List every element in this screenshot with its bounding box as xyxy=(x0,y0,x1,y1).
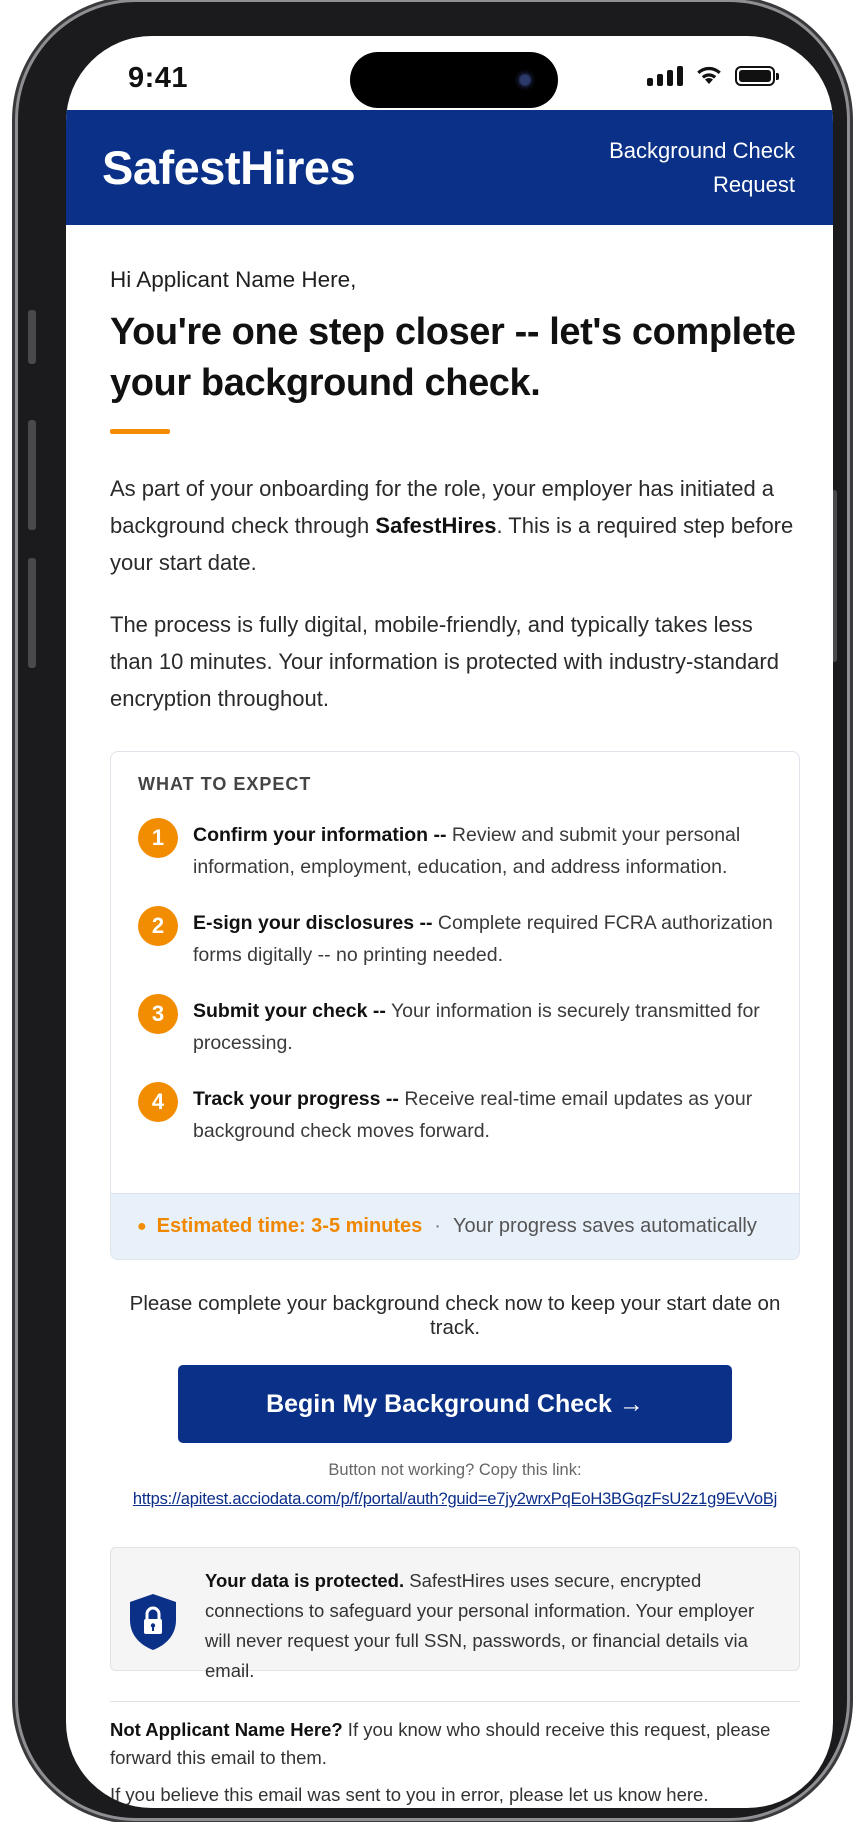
step-text: E-sign your disclosures -- Complete required FCRA authorization forms digitally -- no printing needed. xyxy=(193,912,773,966)
step-number-badge: 4 xyxy=(138,1082,178,1122)
volume-up-button xyxy=(28,420,36,530)
bullet-icon: ● xyxy=(137,1217,147,1235)
fallback-label: Button not working? Copy this link: xyxy=(328,1461,582,1479)
step-item xyxy=(138,1083,773,1147)
nudge-text: Please complete your background check now to keep your start date on track. xyxy=(129,1292,781,1339)
volume-down-button xyxy=(28,558,36,668)
separator: · xyxy=(434,1215,441,1237)
status-bar xyxy=(66,36,833,110)
step-text: Track your progress -- Receive real-time email updates as your background check moves forward. xyxy=(193,1088,753,1142)
accent-divider xyxy=(110,429,170,434)
email-body xyxy=(110,225,800,1806)
begin-background-check-button[interactable]: Begin My Background Check → xyxy=(178,1365,732,1443)
step-number-badge: 3 xyxy=(138,994,178,1034)
header-subtitle: Background Check Request xyxy=(609,137,795,197)
camera-icon xyxy=(514,69,536,91)
expect-title: WHAT TO EXPECT xyxy=(138,774,312,794)
step-number-badge: 2 xyxy=(138,906,178,946)
dynamic-island xyxy=(350,52,558,108)
step-item xyxy=(138,819,773,883)
intro-paragraph: As part of your onboarding for the role, your employer has initiated a background check through SafestHires. This is a required step before your start date. xyxy=(110,476,794,575)
data-protection-notice xyxy=(110,1547,800,1681)
email-header xyxy=(66,110,833,225)
estimate-banner xyxy=(111,1193,799,1259)
wifi-icon xyxy=(695,65,723,86)
brand-logo: SafestHires xyxy=(102,141,356,194)
status-icons xyxy=(647,64,775,86)
action-button xyxy=(28,310,36,364)
what-to-expect-card xyxy=(110,751,800,1260)
shield-lock-icon xyxy=(127,1592,179,1652)
step-item xyxy=(138,995,773,1059)
step-item xyxy=(138,907,773,971)
fallback-link[interactable]: https://apitest.acciodata.com/p/f/portal/auth?guid=e7jy2wrxPqEoH3BGqzFsU2z1g9EvVoBj xyxy=(132,1490,778,1508)
intro-brand: SafestHires xyxy=(375,513,497,538)
cellular-signal-icon xyxy=(647,64,683,86)
step-number-badge: 1 xyxy=(138,818,178,858)
estimated-time: Estimated time: 3-5 minutes xyxy=(156,1215,423,1237)
status-time: 9:41 xyxy=(128,62,189,94)
phone-frame xyxy=(18,2,847,1818)
not-recipient-note: Not Applicant Name Here? If you know who should receive this request, please forward this email to them. xyxy=(110,1719,771,1768)
process-paragraph: The process is fully digital, mobile-friendly, and typically takes less than 10 minutes. Your information is protected with industry-standard encryption throughout. xyxy=(110,612,779,711)
error-note: If you believe this email was sent to you in error, please let us know here. xyxy=(110,1784,709,1805)
phone-screen xyxy=(66,36,833,1808)
step-text: Submit your check -- Your information is securely transmitted for processing. xyxy=(193,1000,760,1054)
footer-divider xyxy=(110,1701,800,1702)
autosave-note: Your progress saves automatically xyxy=(452,1215,757,1237)
headline: You're one step closer -- let's complete your background check. xyxy=(110,311,796,404)
battery-icon xyxy=(735,66,775,86)
step-text: Confirm your information -- Review and submit your personal information, employment, education, and address information. xyxy=(193,824,741,878)
greeting: Hi Applicant Name Here, xyxy=(110,267,357,292)
protection-text: Your data is protected. SafestHires uses secure, encrypted connections to safeguard your personal information. Your employer will never request your full SSN, passwords, or financial details via email. xyxy=(205,1570,755,1681)
